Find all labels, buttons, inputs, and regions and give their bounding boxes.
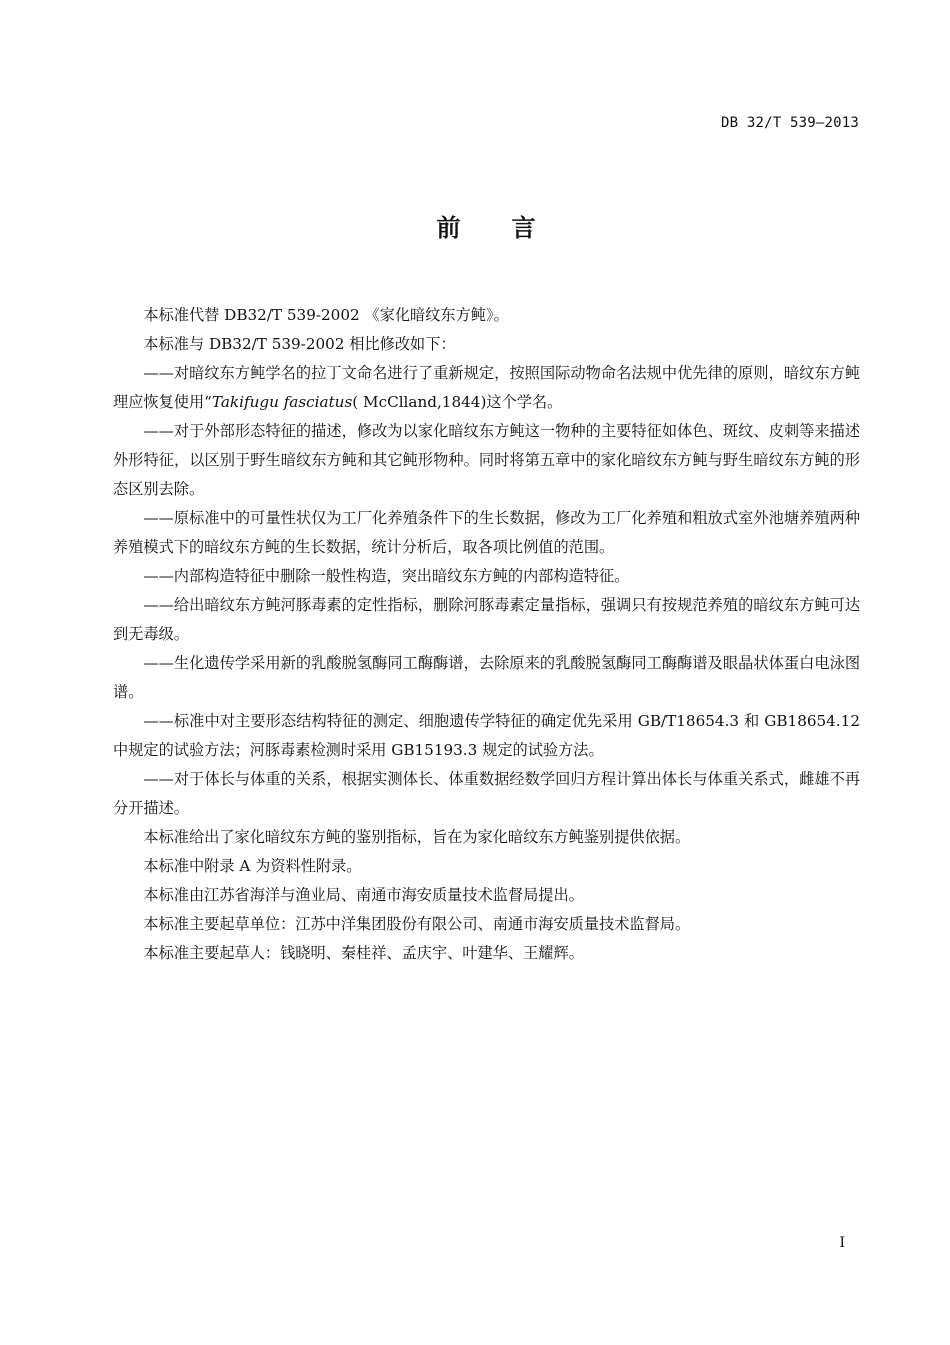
- foreword-body: [113, 301, 860, 968]
- paragraph-internal-structure: ——内部构造特征中删除一般性构造，突出暗纹东方鲀的内部构造特征。: [143, 567, 630, 585]
- paragraph-biochemical-genetics: ——生化遗传学采用新的乳酸脱氢酶同工酶酶谱，去除原来的乳酸脱氢酶同工酶酶谱及眼晶状体蛋白电泳图谱。: [113, 654, 860, 701]
- paragraph-drafters: 本标准主要起草人：钱晓明、秦桂祥、孟庆宇、叶建华、王耀辉。: [143, 944, 584, 962]
- latin-name-species: Takifugu fasciatus: [211, 393, 353, 411]
- paragraph-external-morphology: ——对于外部形态特征的描述，修改为以家化暗纹东方鲀这一物种的主要特征如体色、斑纹、皮刺等来描述外形特征，以区别于野生暗纹东方鲀和其它鲀形物种。同时将第五章中的家化暗纹东方鲀与野生暗纹东方鲀的形态区别去除。: [113, 422, 860, 498]
- page-title-char-1: 前: [436, 214, 464, 242]
- page-title-char-2: 言: [511, 214, 539, 242]
- paragraph-changes-intro: 本标准与 DB32/T 539-2002 相比修改如下：: [143, 335, 456, 353]
- paragraph-replaces: 本标准代替 DB32/T 539-2002 《家化暗纹东方鲀》。: [143, 306, 509, 324]
- latin-name-post: ( McClland,1844)这个学名。: [352, 393, 563, 411]
- paragraph-drafting-units: 本标准主要起草单位：江苏中洋集团股份有限公司、南通市海安质量技术监督局。: [143, 915, 691, 933]
- page-number: I: [839, 1235, 845, 1251]
- paragraph-test-methods: ——标准中对主要形态结构特征的测定、细胞遗传学特征的确定优先采用 GB/T18654.3 和 GB18654.12 中规定的试验方法；河豚毒素检测时采用 GB15193.3 规定的试验方法。: [113, 712, 860, 759]
- paragraph-proposer: 本标准由江苏省海洋与渔业局、南通市海安质量技术监督局提出。: [143, 886, 584, 904]
- paragraph-toxin: ——给出暗纹东方鲀河豚毒素的定性指标，删除河豚毒素定量指标，强调只有按规范养殖的暗纹东方鲀可达到无毒级。: [113, 596, 860, 643]
- paragraph-measurable-traits: ——原标准中的可量性状仅为工厂化养殖条件下的生长数据，修改为工厂化养殖和粗放式室外池塘养殖两种养殖模式下的暗纹东方鲀的生长数据，统计分析后，取各项比例值的范围。: [113, 509, 860, 556]
- paragraph-appendix: 本标准中附录 A 为资料性附录。: [143, 857, 362, 875]
- paragraph-purpose: 本标准给出了家化暗纹东方鲀的鉴别指标，旨在为家化暗纹东方鲀鉴别提供依据。: [143, 828, 691, 846]
- paragraph-length-weight: ——对于体长与体重的关系，根据实测体长、体重数据经数学回归方程计算出体长与体重关系式，雌雄不再分开描述。: [113, 770, 860, 817]
- page-title: [0, 208, 950, 243]
- latin-name-pre: ——对暗纹东方鲀学名的拉丁文命名进行了重新规定，按照国际动物命名法规中优先律的原则，暗纹东方鲀理应恢复使用“: [113, 364, 860, 411]
- paragraph-latin-name: [113, 359, 860, 417]
- standard-code: DB 32/T 539—2013: [720, 115, 859, 131]
